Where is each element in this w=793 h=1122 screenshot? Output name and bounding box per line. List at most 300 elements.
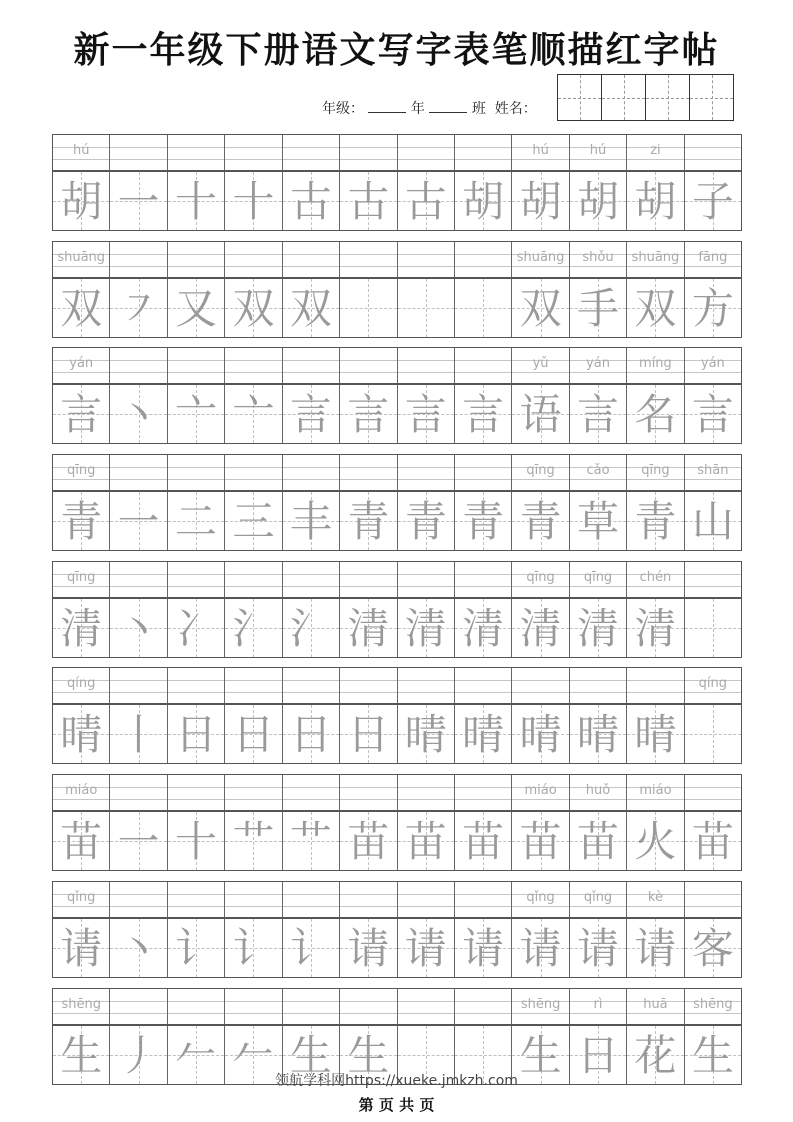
character-cell[interactable] — [168, 919, 225, 977]
character-cell[interactable] — [168, 705, 225, 763]
pinyin-cell[interactable] — [455, 348, 512, 383]
trace-character: 讠 — [232, 923, 275, 973]
pinyin-text: yán — [69, 356, 94, 372]
grade-blank[interactable] — [368, 100, 406, 113]
character-cell[interactable] — [455, 385, 512, 443]
pinyin-text: míng — [639, 356, 672, 372]
pinyin-cell[interactable] — [225, 348, 282, 383]
trace-character: 手 — [577, 283, 620, 333]
pinyin-cell[interactable] — [225, 989, 282, 1024]
pinyin-cell[interactable] — [512, 348, 569, 383]
pinyin-cell[interactable] — [110, 989, 167, 1024]
pinyin-cell[interactable] — [455, 775, 512, 810]
pinyin-text: cǎo — [586, 463, 610, 479]
name-box[interactable] — [558, 74, 734, 121]
pinyin-cell[interactable] — [455, 135, 512, 170]
pinyin-text: qǐng — [583, 889, 613, 905]
pinyin-cell[interactable] — [512, 775, 569, 810]
character-cell[interactable] — [570, 279, 627, 337]
pinyin-cell[interactable] — [168, 455, 225, 490]
character-cell[interactable] — [512, 812, 569, 870]
pinyin-cell[interactable] — [53, 455, 110, 490]
pinyin-cell[interactable] — [685, 668, 741, 703]
character-cell[interactable] — [110, 812, 167, 870]
pinyin-cell[interactable] — [53, 775, 110, 810]
trace-character: 晴 — [462, 710, 505, 760]
page-title: 新一年级下册语文写字表笔顺描红字帖 — [73, 29, 720, 71]
character-cell[interactable] — [53, 919, 110, 977]
character-cell[interactable] — [455, 279, 512, 337]
pinyin-cell[interactable] — [283, 455, 340, 490]
character-cell[interactable] — [168, 1026, 225, 1084]
trace-character: 氵 — [232, 603, 275, 653]
character-cell[interactable] — [627, 172, 684, 230]
character-cell[interactable] — [512, 599, 569, 657]
pinyin-cell[interactable] — [110, 775, 167, 810]
character-row — [52, 171, 742, 231]
trace-character: 丿 — [117, 1030, 160, 1080]
character-cell[interactable] — [53, 812, 110, 870]
pinyin-cell[interactable] — [225, 882, 282, 917]
pinyin-cell[interactable] — [53, 562, 110, 597]
trace-character: 苗 — [691, 817, 734, 867]
name-cell[interactable] — [601, 74, 646, 121]
pinyin-cell[interactable] — [168, 989, 225, 1024]
pinyin-cell[interactable] — [225, 135, 282, 170]
trace-character: 十 — [175, 817, 218, 867]
character-cell[interactable] — [455, 919, 512, 977]
pinyin-cell[interactable] — [110, 242, 167, 277]
trace-character: 胡 — [60, 177, 103, 226]
pinyin-cell[interactable] — [225, 668, 282, 703]
pinyin-cell[interactable] — [627, 775, 684, 810]
character-cell[interactable] — [283, 279, 340, 337]
trace-character: 𠂉 — [232, 1030, 275, 1080]
pinyin-cell[interactable] — [225, 455, 282, 490]
pinyin-cell[interactable] — [512, 242, 569, 277]
trace-character: 苗 — [60, 817, 103, 867]
pinyin-cell[interactable] — [398, 455, 455, 490]
character-cell[interactable] — [398, 279, 455, 337]
pinyin-cell[interactable] — [283, 668, 340, 703]
character-cell[interactable] — [225, 599, 282, 657]
character-cell[interactable] — [225, 705, 282, 763]
trace-character: 胡 — [577, 177, 620, 226]
pinyin-cell[interactable] — [283, 775, 340, 810]
pinyin-cell[interactable] — [340, 348, 397, 383]
character-row — [52, 278, 742, 338]
pinyin-cell[interactable] — [398, 775, 455, 810]
character-cell[interactable] — [685, 385, 741, 443]
trace-character: 亠 — [175, 390, 218, 440]
pinyin-cell[interactable] — [455, 668, 512, 703]
pinyin-cell[interactable] — [627, 882, 684, 917]
character-cell[interactable] — [627, 705, 684, 763]
pinyin-cell[interactable] — [512, 135, 569, 170]
character-cell[interactable] — [570, 812, 627, 870]
character-cell[interactable] — [627, 385, 684, 443]
character-cell[interactable] — [168, 492, 225, 550]
trace-character: 一 — [117, 817, 160, 867]
trace-character: 晴 — [519, 710, 562, 760]
character-cell[interactable] — [225, 812, 282, 870]
character-cell[interactable] — [512, 279, 569, 337]
trace-character: 子 — [691, 177, 734, 226]
character-cell[interactable] — [53, 279, 110, 337]
pinyin-cell[interactable] — [685, 455, 741, 490]
trace-character: 名 — [634, 390, 677, 440]
pinyin-cell[interactable] — [512, 668, 569, 703]
pinyin-cell[interactable] — [398, 348, 455, 383]
pinyin-cell[interactable] — [110, 135, 167, 170]
pinyin-cell[interactable] — [168, 242, 225, 277]
pinyin-cell[interactable] — [168, 135, 225, 170]
trace-character: 生 — [347, 1030, 390, 1080]
pinyin-cell[interactable] — [53, 989, 110, 1024]
name-label: 姓名： — [494, 101, 537, 117]
character-cell[interactable] — [53, 1026, 110, 1084]
character-cell[interactable] — [340, 1026, 397, 1084]
character-cell[interactable] — [53, 385, 110, 443]
pinyin-cell[interactable] — [455, 455, 512, 490]
character-cell[interactable] — [627, 599, 684, 657]
character-cell[interactable] — [455, 492, 512, 550]
trace-character: 古⁠ — [404, 177, 447, 226]
pinyin-cell[interactable] — [512, 562, 569, 597]
pinyin-cell[interactable] — [685, 775, 741, 810]
trace-character: 又 — [175, 283, 218, 333]
pinyin-cell[interactable] — [340, 882, 397, 917]
pinyin-cell[interactable] — [110, 455, 167, 490]
pinyin-cell[interactable] — [340, 668, 397, 703]
character-cell[interactable] — [398, 599, 455, 657]
character-cell[interactable] — [398, 812, 455, 870]
practice-row — [52, 241, 742, 337]
character-cell[interactable] — [283, 385, 340, 443]
pinyin-cell[interactable] — [685, 135, 741, 170]
character-cell[interactable] — [110, 492, 167, 550]
character-cell[interactable] — [627, 919, 684, 977]
character-cell[interactable] — [512, 492, 569, 550]
trace-character: 苗 — [347, 817, 390, 867]
character-cell[interactable] — [627, 1026, 684, 1084]
pinyin-cell[interactable] — [685, 882, 741, 917]
trace-character: 亠 — [232, 390, 275, 440]
pinyin-cell[interactable] — [570, 348, 627, 383]
name-cell[interactable] — [645, 74, 690, 121]
pinyin-cell[interactable] — [398, 562, 455, 597]
watermark: 领航学科网https://xueke.jmkzh.com — [275, 1073, 518, 1089]
pinyin-cell[interactable] — [53, 348, 110, 383]
trace-character: 双 — [232, 283, 275, 333]
character-cell[interactable] — [110, 172, 167, 230]
character-cell[interactable] — [340, 492, 397, 550]
pinyin-cell[interactable] — [340, 135, 397, 170]
character-cell[interactable] — [627, 279, 684, 337]
character-cell[interactable] — [225, 279, 282, 337]
character-cell[interactable] — [110, 705, 167, 763]
practice-grid — [52, 134, 742, 1094]
pinyin-cell[interactable] — [168, 668, 225, 703]
trace-character: 晴 — [60, 710, 103, 760]
pinyin-text: rì — [593, 996, 603, 1012]
pinyin-cell[interactable] — [225, 775, 282, 810]
pinyin-row — [52, 881, 742, 918]
pinyin-cell[interactable] — [340, 562, 397, 597]
pinyin-cell[interactable] — [398, 989, 455, 1024]
pinyin-cell[interactable] — [340, 242, 397, 277]
character-cell[interactable] — [225, 385, 282, 443]
pinyin-cell[interactable] — [398, 882, 455, 917]
practice-row — [52, 454, 742, 550]
practice-row — [52, 134, 742, 230]
character-cell[interactable] — [627, 492, 684, 550]
pinyin-cell[interactable] — [225, 562, 282, 597]
pinyin-cell[interactable] — [110, 348, 167, 383]
name-cell[interactable] — [557, 74, 602, 121]
pinyin-cell[interactable] — [53, 242, 110, 277]
character-cell[interactable] — [283, 812, 340, 870]
trace-character: 胡 — [462, 177, 505, 226]
pinyin-cell[interactable] — [627, 348, 684, 383]
character-cell[interactable] — [340, 385, 397, 443]
pinyin-cell[interactable] — [685, 989, 741, 1024]
character-cell[interactable] — [455, 172, 512, 230]
character-cell[interactable] — [512, 385, 569, 443]
character-cell[interactable] — [340, 279, 397, 337]
character-cell[interactable] — [570, 492, 627, 550]
character-cell[interactable] — [512, 1026, 569, 1084]
pinyin-cell[interactable] — [627, 668, 684, 703]
pinyin-cell[interactable] — [340, 989, 397, 1024]
pinyin-cell[interactable] — [283, 989, 340, 1024]
pinyin-text: shān — [697, 463, 729, 479]
pinyin-cell[interactable] — [570, 989, 627, 1024]
character-cell[interactable] — [512, 172, 569, 230]
character-cell[interactable] — [225, 1026, 282, 1084]
practice-row — [52, 667, 742, 763]
character-cell[interactable] — [685, 172, 741, 230]
pinyin-cell[interactable] — [168, 882, 225, 917]
character-cell[interactable] — [340, 599, 397, 657]
pinyin-cell[interactable] — [283, 562, 340, 597]
pinyin-cell[interactable] — [627, 562, 684, 597]
practice-row — [52, 881, 742, 977]
character-cell[interactable] — [685, 599, 741, 657]
trace-character: 丰 — [289, 497, 332, 547]
pinyin-cell[interactable] — [627, 242, 684, 277]
character-cell[interactable] — [340, 919, 397, 977]
pinyin-cell[interactable] — [53, 668, 110, 703]
pinyin-text: qīng — [67, 463, 96, 479]
character-cell[interactable] — [53, 172, 110, 230]
trace-character: 讠 — [175, 923, 218, 973]
character-cell[interactable] — [110, 599, 167, 657]
pinyin-cell[interactable] — [53, 135, 110, 170]
pinyin-cell[interactable] — [168, 562, 225, 597]
trace-character: 十 — [175, 177, 218, 226]
character-cell[interactable] — [627, 812, 684, 870]
character-cell[interactable] — [283, 172, 340, 230]
ban-label: 班 — [471, 101, 486, 117]
character-cell[interactable] — [283, 599, 340, 657]
pinyin-cell[interactable] — [685, 242, 741, 277]
pinyin-cell[interactable] — [512, 882, 569, 917]
pinyin-cell[interactable] — [340, 455, 397, 490]
pinyin-cell[interactable] — [168, 775, 225, 810]
trace-character: 苗 — [462, 817, 505, 867]
pinyin-cell[interactable] — [283, 135, 340, 170]
character-cell[interactable] — [168, 279, 225, 337]
pinyin-cell[interactable] — [570, 135, 627, 170]
pinyin-cell[interactable] — [398, 668, 455, 703]
pinyin-cell[interactable] — [570, 242, 627, 277]
character-cell[interactable] — [168, 385, 225, 443]
character-cell[interactable] — [340, 812, 397, 870]
trace-character: 双 — [634, 283, 677, 333]
character-cell[interactable] — [398, 172, 455, 230]
character-cell[interactable] — [110, 279, 167, 337]
pinyin-cell[interactable] — [455, 242, 512, 277]
pinyin-cell[interactable] — [455, 562, 512, 597]
character-cell[interactable] — [455, 599, 512, 657]
pinyin-text: huā — [643, 996, 668, 1012]
character-cell[interactable] — [685, 812, 741, 870]
character-cell[interactable] — [283, 1026, 340, 1084]
pinyin-text: shuāng — [631, 249, 680, 265]
character-cell[interactable] — [512, 705, 569, 763]
character-cell[interactable] — [398, 492, 455, 550]
character-cell[interactable] — [283, 919, 340, 977]
pinyin-cell[interactable] — [570, 668, 627, 703]
pinyin-cell[interactable] — [570, 455, 627, 490]
pinyin-cell[interactable] — [627, 989, 684, 1024]
trace-character: 丶 — [117, 390, 160, 440]
character-cell[interactable] — [685, 919, 741, 977]
trace-character: 请 — [577, 923, 620, 973]
character-cell[interactable] — [340, 172, 397, 230]
character-cell[interactable] — [570, 599, 627, 657]
character-cell[interactable] — [168, 172, 225, 230]
name-cell[interactable] — [689, 74, 734, 121]
pinyin-cell[interactable] — [110, 562, 167, 597]
pinyin-cell[interactable] — [283, 242, 340, 277]
pinyin-row — [52, 561, 742, 598]
character-cell[interactable] — [110, 1026, 167, 1084]
pinyin-cell[interactable] — [398, 242, 455, 277]
pinyin-cell[interactable] — [225, 242, 282, 277]
trace-character: 三 — [232, 497, 275, 547]
pinyin-cell[interactable] — [340, 775, 397, 810]
character-cell[interactable] — [455, 705, 512, 763]
trace-character: 请 — [462, 923, 505, 973]
pinyin-text: hú — [532, 143, 549, 158]
character-cell[interactable] — [570, 1026, 627, 1084]
character-cell[interactable] — [685, 1026, 741, 1084]
trace-character: 青 — [404, 497, 447, 547]
trace-character: 艹 — [289, 817, 332, 867]
character-cell[interactable] — [512, 919, 569, 977]
pinyin-cell[interactable] — [283, 882, 340, 917]
character-cell[interactable] — [685, 279, 741, 337]
trace-character: 苗 — [577, 817, 620, 867]
pinyin-cell[interactable] — [398, 135, 455, 170]
character-cell[interactable] — [53, 599, 110, 657]
trace-character: 双 — [519, 283, 562, 333]
character-cell[interactable] — [398, 385, 455, 443]
pinyin-text: kè — [647, 889, 663, 905]
character-cell[interactable] — [110, 919, 167, 977]
character-cell[interactable] — [168, 599, 225, 657]
character-cell[interactable] — [455, 812, 512, 870]
character-cell[interactable] — [225, 919, 282, 977]
trace-character: 青 — [60, 497, 103, 547]
pinyin-text: qǐng — [526, 889, 555, 905]
pinyin-cell[interactable] — [685, 348, 741, 383]
pinyin-cell[interactable] — [455, 882, 512, 917]
character-row — [52, 598, 742, 658]
pinyin-cell[interactable] — [110, 668, 167, 703]
pinyin-cell[interactable] — [110, 882, 167, 917]
pinyin-row — [52, 774, 742, 811]
pinyin-text: qíng — [67, 676, 96, 692]
character-cell[interactable] — [570, 385, 627, 443]
trace-character: 艹 — [232, 817, 275, 867]
pinyin-text: shēng — [61, 996, 101, 1012]
character-cell[interactable] — [685, 492, 741, 550]
pinyin-cell[interactable] — [570, 562, 627, 597]
pinyin-cell[interactable] — [627, 455, 684, 490]
pinyin-cell[interactable] — [512, 989, 569, 1024]
character-cell[interactable] — [570, 919, 627, 977]
character-cell[interactable] — [110, 385, 167, 443]
pinyin-cell[interactable] — [570, 775, 627, 810]
trace-character: 青 — [634, 497, 677, 547]
trace-character: 言 — [691, 390, 734, 440]
character-cell[interactable] — [283, 492, 340, 550]
trace-character: 清 — [519, 603, 562, 653]
pinyin-cell[interactable] — [283, 348, 340, 383]
character-cell[interactable] — [398, 705, 455, 763]
character-cell[interactable] — [340, 705, 397, 763]
class-blank[interactable] — [429, 100, 467, 113]
pinyin-cell[interactable] — [455, 989, 512, 1024]
character-cell[interactable] — [283, 705, 340, 763]
character-cell[interactable] — [398, 919, 455, 977]
pinyin-cell[interactable] — [627, 135, 684, 170]
pinyin-text: yán — [586, 356, 610, 372]
pinyin-text: fāng — [698, 249, 728, 265]
pinyin-cell[interactable] — [685, 562, 741, 597]
pinyin-cell[interactable] — [570, 882, 627, 917]
character-cell[interactable] — [168, 812, 225, 870]
pinyin-cell[interactable] — [168, 348, 225, 383]
character-cell[interactable] — [53, 705, 110, 763]
character-cell[interactable] — [225, 172, 282, 230]
pinyin-cell[interactable] — [512, 455, 569, 490]
character-cell[interactable] — [570, 705, 627, 763]
trace-character: 一 — [117, 177, 160, 226]
trace-character: 生 — [691, 1030, 734, 1080]
character-cell[interactable] — [685, 705, 741, 763]
character-cell[interactable] — [53, 492, 110, 550]
character-cell[interactable] — [570, 172, 627, 230]
trace-character: 言 — [347, 390, 390, 440]
trace-character: 丶 — [117, 603, 160, 653]
trace-character: 清 — [577, 603, 620, 653]
character-cell[interactable] — [225, 492, 282, 550]
pinyin-cell[interactable] — [53, 882, 110, 917]
